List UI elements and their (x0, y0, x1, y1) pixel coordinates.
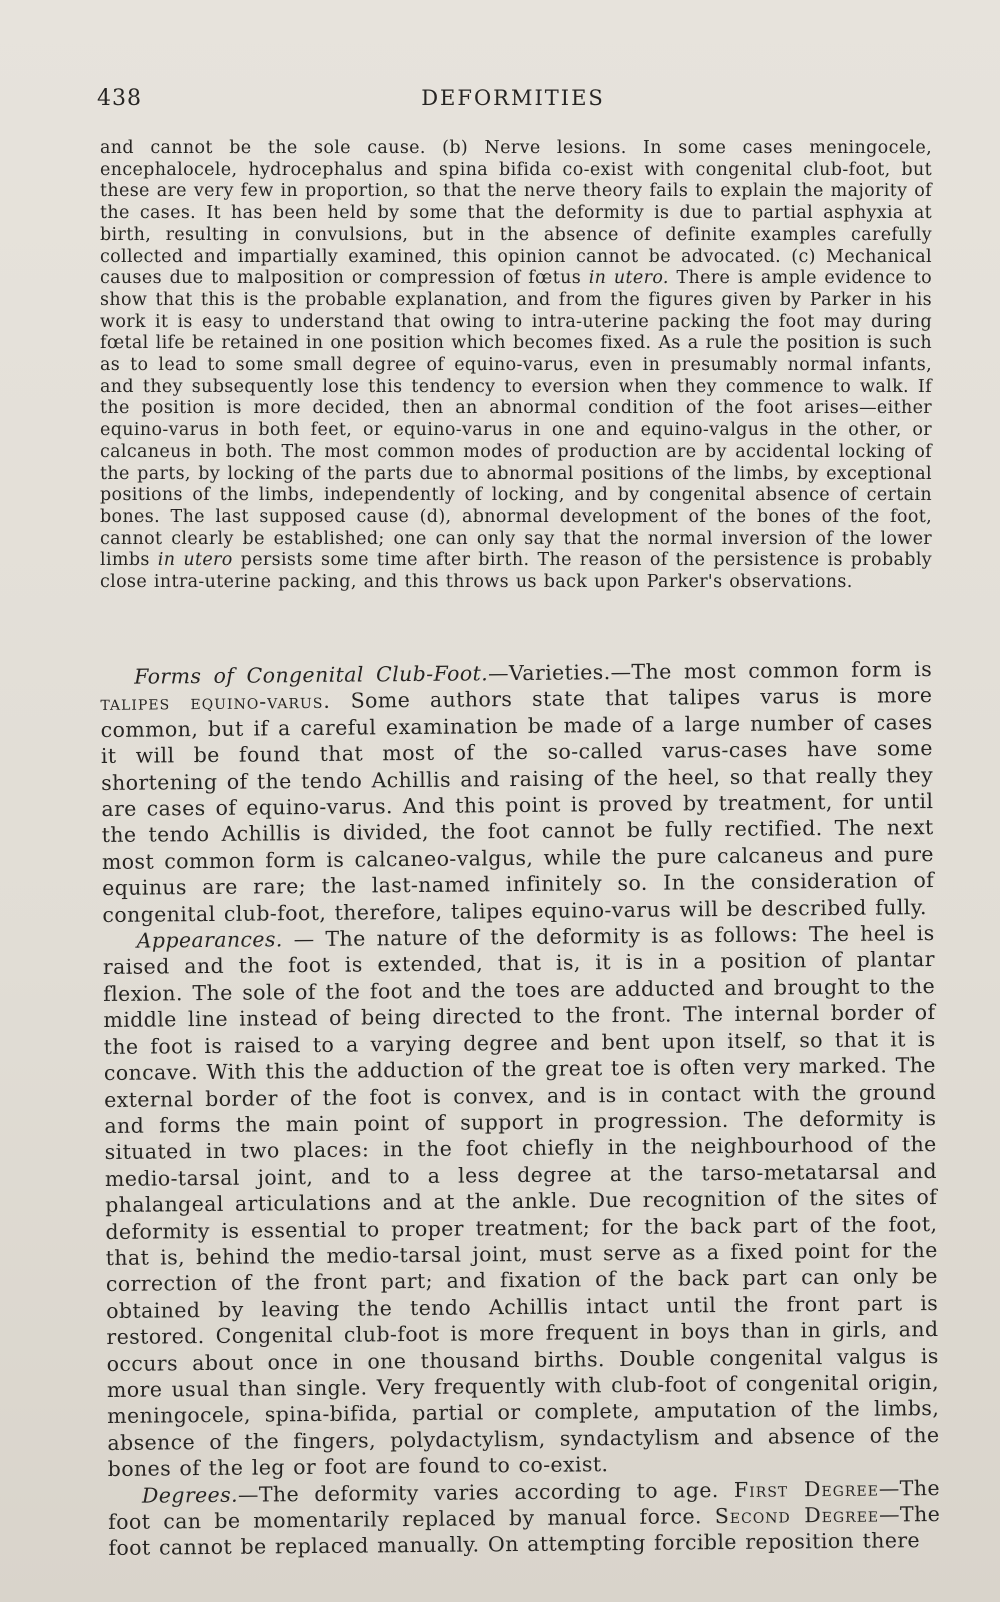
degrees-heading: Degrees. (141, 1482, 239, 1508)
page-number: 438 (97, 86, 142, 111)
etiology-paragraph: and cannot be the sole cause. (b) Nerve lesions. In some cases meningocele, encephalocele, hydrocephalus and spina bifida co-exist with congenital club-foot, but these are very few in proportion, so that the nerve theory fails to explain the majority of the cases. It has been held by some that the deformity is due to partial asphyxia at birth, resulting in convulsions, but in the absence of definite examples carefully collected and impartially examined, this opinion cannot be advocated. (c) Mechanical causes due to malposition or compression of fœtus in utero. There is ample evidence to show that this is the probable explanation, and from the figures given by Parker in his work it is easy to understand that owing to intra-uterine packing the foot may during fœtal life be retained in one position which becomes fixed. As a rule the position is such as to lead to some small degree of equino-varus, even in presumably normal infants, and they subsequently lose this tendency to eversion when they commence to walk. If the position is more decided, then an abnormal condition of the foot arises—either equino-varus in both feet, or equino-varus in one and equino-valgus in the other, or calcaneus in both. The most common modes of production are by accidental locking of the parts, by locking of the parts due to abnormal positions of the limbs, by exceptional positions of the limbs, independently of locking, and by congenital absence of certain bones. The last supposed cause (d), abnormal development of the bones of the foot, cannot clearly be established; one can only say that the normal inversion of the lower limbs in utero persists some time after birth. The reason of the persistence is probably close intra-uterine packing, and this throws us back upon Parker's observations. (100, 138, 933, 593)
first-degree-label: First Degree (733, 1476, 879, 1502)
etiology-paragraph-block (100, 138, 932, 594)
forms-section (100, 656, 941, 1562)
second-degree-label: Second Degree (714, 1502, 880, 1529)
forms-heading: Forms of Congenital Club-Foot. (134, 661, 489, 689)
degrees-paragraph: Degrees.—The deformity varies according to age. First Degree—The foot can be momentarily replaced by manual force. Second Degree—The foot cannot be replaced manually. On attempting forcible reposition there (108, 1475, 941, 1561)
term-talipes: talipes equino-varus. (100, 689, 331, 716)
forms-paragraph: Forms of Congenital Club-Foot.—Varieties.—The most common form is talipes equino-varus. Some authors state that talipes varus is more common, but if a careful examination be made of a large number of cases it will be found that most of the so-called varus-cases have some shortening of the tendo Achillis and raising of the heel, so that really they are cases of equino-varus. And this point is proved by treatment, for until the tendo Achillis is divided, the foot cannot be fully rectified. The next most common form is calcaneo-valgus, while the pure calcaneus and pure equinus are rare; the last-named infinitely so. In the consideration of congenital club-foot, therefore, talipes equino-varus will be described fully. (100, 657, 935, 927)
page-header (97, 86, 929, 118)
running-head: DEFORMITIES (421, 86, 605, 110)
appearances-heading: Appearances. (136, 927, 283, 953)
appearances-paragraph: Appearances. — The nature of the deformity is as follows: The heel is raised and the foot is extended, that is, it is in a position of plantar flexion. The sole of the foot and the toes are adducted and brought to the middle line instead of being directed to the front. The internal border of the foot is raised to a varying degree and bent upon itself, so that it is concave. With this the adduction of the great toe is often very marked. The external border of the foot is convex, and is in contact with the ground and forms the main point of support in progression. The deformity is situated in two places: in the foot chiefly in the neighbourhood of the medio-tarsal joint, and to a less degree at the tarso-metatarsal and phalangeal articulations and at the ankle. Due recognition of the sites of deformity is essential to proper treatment; for the back part of the foot, that is, behind the medio-tarsal joint, must serve as a fixed point for the correction of the front part; and fixation of the back part can only be obtained by leaving the tendo Achillis intact until the front part is restored. Congenital club-foot is more frequent in boys than in girls, and occurs about once in one thousand births. Double congenital valgus is more usual than single. Very frequently with club-foot of congenital origin, meningocele, spina-bifida, partial or complete, amputation of the limbs, absence of the fingers, polydactylism, syndactylism and absence of the bones of the leg or foot are found to co-exist. (102, 921, 940, 1482)
